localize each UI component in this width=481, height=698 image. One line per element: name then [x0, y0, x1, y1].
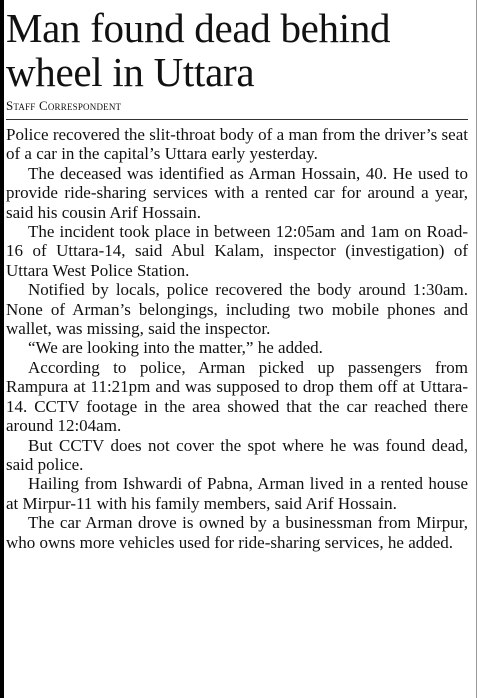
byline: Staff Correspondent: [6, 98, 122, 113]
news-article: [6, 6, 468, 552]
paragraph: But CCTV does not cover the spot where he was found dead, said police.: [6, 435, 468, 474]
paragraph: The deceased was identified as Arman Hossain, 40. He used to provide ride-sharing services with a rented car for around a year, said his cousin Arif Hossain.: [6, 163, 468, 222]
paragraph: According to police, Arman picked up passengers from Rampura at 11:21pm and was supposed to drop them off at Uttara-14. CCTV footage in the area showed that the car reached there around 12:04am.: [6, 357, 468, 436]
left-column-rule: [0, 0, 4, 698]
headline: Man found dead behind wheel in Uttara: [6, 5, 391, 95]
paragraph: Police recovered the slit-throat body of a man from the driver’s seat of a car in the capital’s Uttara early yesterday.: [6, 125, 468, 164]
paragraph: Hailing from Ishwardi of Pabna, Arman lived in a rented house at Mirpur-11 with his family members, said Arif Hossain.: [6, 474, 468, 513]
paragraph: The car Arman drove is owned by a businessman from Mirpur, who owns more vehicles used for ride-sharing services, he added.: [6, 513, 468, 552]
paragraph: “We are looking into the matter,” he added.: [28, 338, 323, 358]
right-column-rule: [476, 0, 477, 698]
paragraph: Notified by locals, police recovered the body around 1:30am. None of Arman’s belongings, including two mobile phones and wallet, was missing, said the inspector.: [6, 280, 468, 339]
paragraph: The incident took place in between 12:05am and 1am on Road-16 of Uttara-14, said Abul Kalam, inspector (investigation) of Uttara West Police Station.: [6, 222, 468, 280]
article-body: [6, 125, 468, 552]
byline-divider: [6, 119, 468, 120]
